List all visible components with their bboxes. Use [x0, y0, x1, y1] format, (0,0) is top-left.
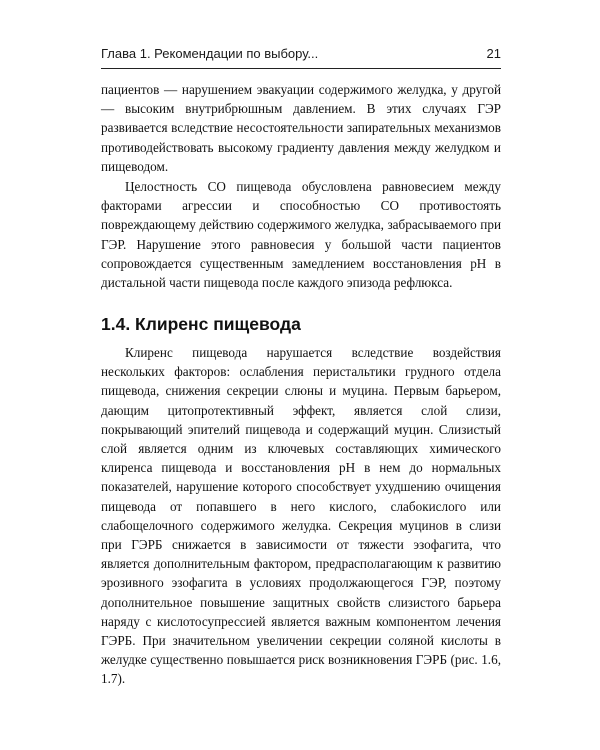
section-paragraph: Клиренс пищевода нарушается вследствие воздействия нескольких факторов: ослабления перистальтики грудного отдела пищевода, снижения секреции слюны и муцина. Первым барьером, дающим цитопротективный эффект, является слой слизи, покрывающий эпителий пищевода и содержащий муцин. Слизистый слой является одним из ключевых составляющих химического клиренса пищевода и восстановления pH в нем до нормальных показателей, нарушение которого способствует ухудшению очищения пищевода от попавшего в него кислого, слабокислого или слабощелочного содержимого желудка. Секреция муцинов в слизи при ГЭРБ снижается в зависимости от тяжести эзофагита, что является дополнительным фактором, предрасполагающим к развитию эрозивного эзофагита в условиях продолжающегося ГЭР, поэтому дополнительное повышение защитных свойств слизистого барьера наряду с кислотосупрессией является важным компонентом лечения ГЭРБ. При значительном увеличении секреции соляной кислоты в желудке существенно повышается риск возникновения ГЭРБ (рис. 1.6, 1.7). — [101, 345, 501, 687]
paragraph-2: Целостность СО пищевода обусловлена равновесием между факторами агрессии и способностью СО противостоять повреждающему действию содержимого желудка, забрасываемого при ГЭР. Нарушение этого равновесия у большой части пациентов сопровождается существенным замедлением восстановления pH в дистальной части пищевода после каждого эпизода рефлюкса. — [101, 179, 501, 291]
section-heading: 1.4. Клиренс пищевода — [101, 314, 301, 334]
chapter-title: Глава 1. Рекомендации по выбору... — [101, 46, 319, 61]
page-number: 21 — [486, 46, 501, 61]
header-rule — [101, 68, 501, 69]
paragraph-1: пациентов — нарушением эвакуации содержимого желудка, у другой — высоким внутрибрюшным давлением. В этих случаях ГЭР развивается вследствие несостоятельности запирательных механизмов противодействовать высокому градиенту давления между желудком и пищеводом. — [101, 82, 501, 174]
